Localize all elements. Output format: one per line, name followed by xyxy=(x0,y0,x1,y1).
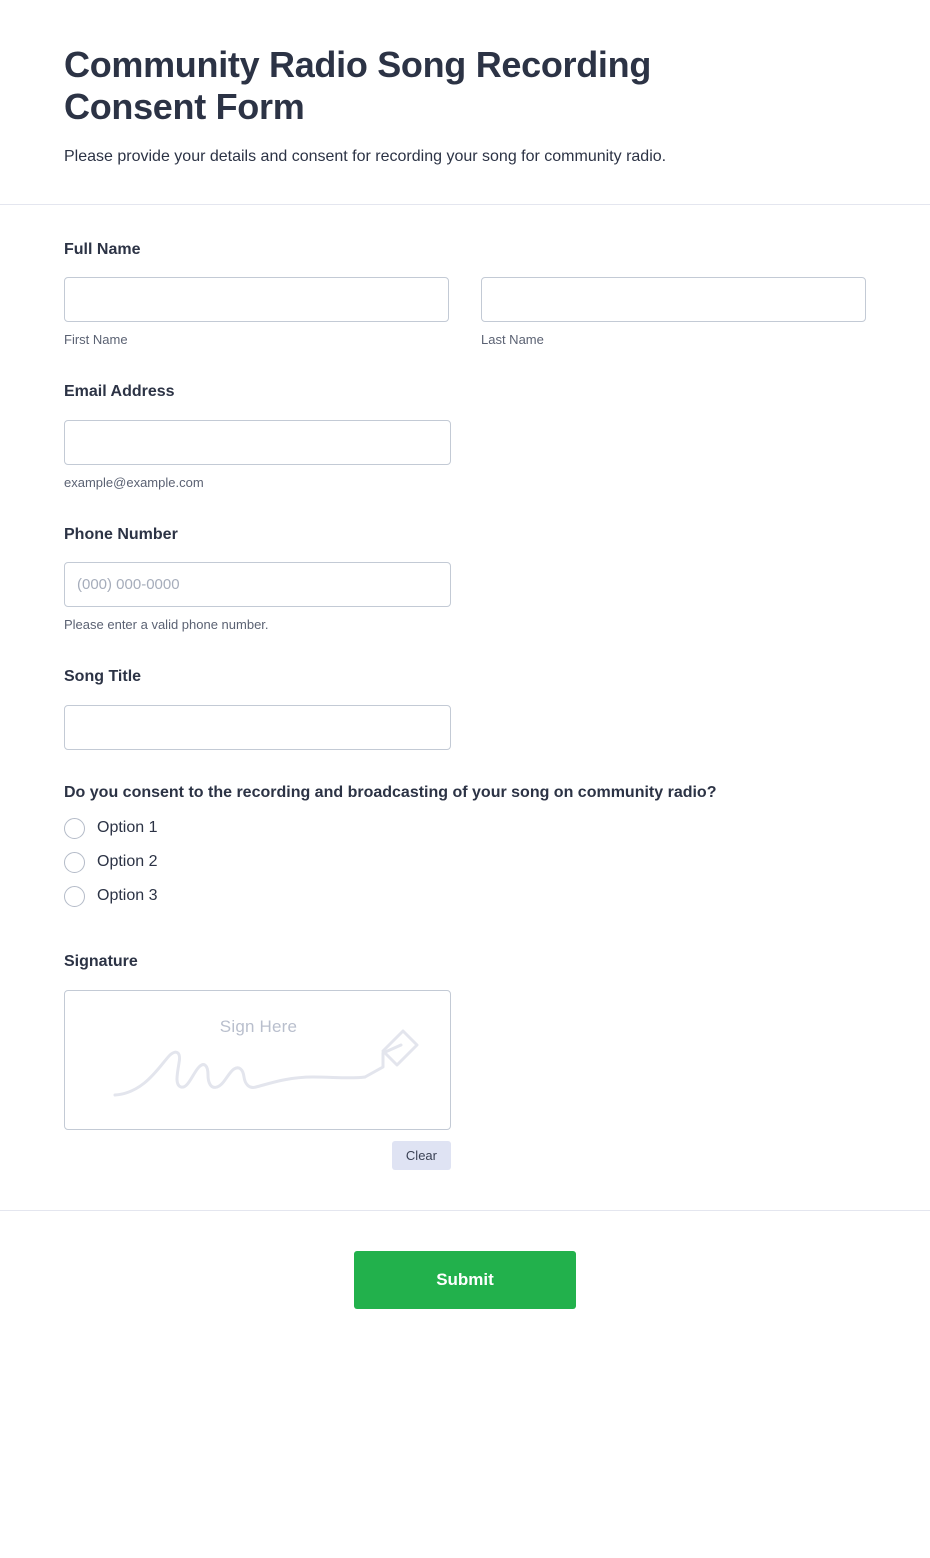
signature-hint: Sign Here xyxy=(219,1016,298,1036)
form-footer xyxy=(0,1210,930,1355)
form-header xyxy=(0,0,930,205)
signature-clear-row xyxy=(64,1141,451,1170)
last-name-group xyxy=(481,277,866,349)
page-title: Community Radio Song Recording Consent Form xyxy=(64,44,652,128)
phone-label: Phone Number xyxy=(64,525,178,543)
song-title-input[interactable] xyxy=(64,705,451,750)
consent-options xyxy=(64,818,866,907)
signature-label: Signature xyxy=(64,953,138,971)
consent-question: Do you consent to the recording and broadcasting of your song on community radio? xyxy=(64,783,717,801)
submit-button[interactable]: Submit xyxy=(354,1251,576,1309)
song-title-group xyxy=(64,705,451,750)
signature-pad[interactable] xyxy=(64,990,451,1130)
form-description: Please provide your details and consent for recording your song for community radio. xyxy=(64,147,667,165)
phone-input[interactable] xyxy=(64,562,451,607)
first-name-input[interactable] xyxy=(64,277,449,322)
signature-placeholder-icon xyxy=(65,1005,451,1125)
phone-group xyxy=(64,562,451,634)
first-name-group xyxy=(64,277,449,349)
field-phone xyxy=(64,524,866,635)
radio-label-1: Option 1 xyxy=(97,819,158,837)
radio-label-2: Option 2 xyxy=(97,853,158,871)
field-signature xyxy=(64,951,866,1169)
field-song-title xyxy=(64,666,866,749)
radio-option-2[interactable] xyxy=(64,852,866,873)
field-full-name xyxy=(64,239,866,350)
full-name-row xyxy=(64,277,866,349)
last-name-input[interactable] xyxy=(481,277,866,322)
radio-circle-icon[interactable] xyxy=(64,818,85,839)
radio-option-1[interactable] xyxy=(64,818,866,839)
field-email xyxy=(64,381,866,492)
song-title-label: Song Title xyxy=(64,668,142,686)
field-consent xyxy=(64,782,866,907)
radio-option-3[interactable] xyxy=(64,886,866,907)
last-name-sublabel: Last Name xyxy=(481,332,544,348)
full-name-label: Full Name xyxy=(64,240,141,258)
form-body xyxy=(0,205,930,1170)
email-label: Email Address xyxy=(64,383,175,401)
phone-sublabel: Please enter a valid phone number. xyxy=(64,617,269,633)
email-group xyxy=(64,420,451,492)
email-field[interactable] xyxy=(64,420,451,465)
radio-circle-icon[interactable] xyxy=(64,852,85,873)
first-name-sublabel: First Name xyxy=(64,332,128,348)
clear-signature-button[interactable]: Clear xyxy=(392,1141,451,1170)
radio-label-3: Option 3 xyxy=(97,887,158,905)
radio-circle-icon[interactable] xyxy=(64,886,85,907)
email-sublabel: example@example.com xyxy=(64,474,204,490)
